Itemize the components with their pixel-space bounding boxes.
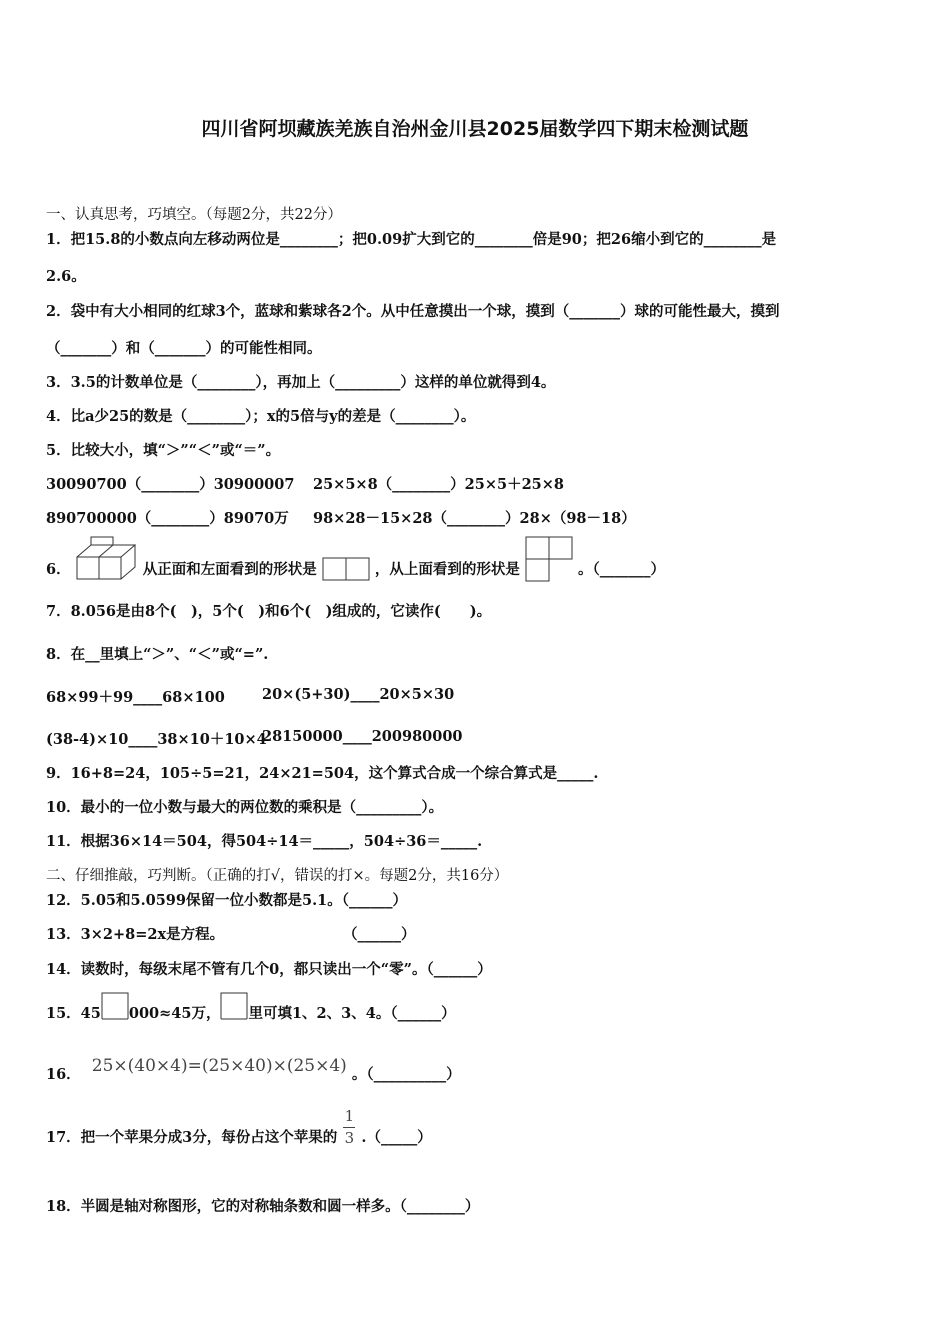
question-13: 13．3×2+8=2x是方程。 — [46, 926, 225, 943]
question-2: 2．袋中有大小相同的红球3个，蓝球和紫球各2个。从中任意摸出一个球，摸到（_______）球的可能性最大，摸到 — [46, 303, 780, 320]
fraction-bar — [343, 1127, 355, 1128]
question-15-text-2: 000≈45万， — [128, 1005, 221, 1022]
top-view-shape-icon — [525, 536, 573, 582]
question-13-answer: （______） — [343, 926, 416, 943]
question-8-row2-right: 28150000____200980000 — [262, 728, 463, 745]
question-8-row2-left: (38-4)×10____38×10＋10×4 — [46, 731, 267, 748]
section-2-heading: 二、仔细推敲，巧判断。（正确的打√，错误的打×。每题2分，共16分） — [46, 868, 509, 884]
question-3: 3．3.5的计数单位是（________），再加上（_________）这样的单位就得到4。 — [46, 374, 556, 391]
fraction-numerator: 1 — [344, 1107, 355, 1125]
question-5-row1-left: 30090700（________）30900007 — [46, 476, 295, 493]
front-view-shape-icon — [322, 557, 370, 581]
question-4: 4．比a少25的数是（________）；x的5倍与y的差是（________）。 — [46, 408, 476, 425]
question-15-text-1: 15．45 — [46, 1005, 101, 1022]
cube-figure-icon — [76, 536, 138, 582]
question-17 — [46, 1108, 432, 1147]
question-9: 9．16+8=24，105÷5=21，24×21=504，这个算式合成一个综合算式是_____. — [46, 765, 599, 782]
question-11: 11．根据36×14＝504，得504÷14＝_____，504÷36＝_____. — [46, 833, 483, 850]
question-5-row2-left: 890700000（________）89070万 — [46, 510, 289, 527]
question-10: 10．最小的一位小数与最大的两位数的乘积是（_________）。 — [46, 799, 444, 816]
question-6-text-1: 从正面和左面看到的形状是 — [142, 560, 317, 578]
question-5: 5．比较大小，填“＞”“＜”或“＝”。 — [46, 442, 281, 459]
question-1-cont: 2.6。 — [46, 268, 86, 285]
question-5-row1-right: 25×5×8（________）25×5＋25×8 — [313, 476, 564, 493]
question-16-formula: 25×(40×4)=(25×40)×(25×4) — [91, 1055, 347, 1076]
question-6-number: 6． — [46, 560, 71, 578]
page-title: 四川省阿坝藏族羌族自治州金川县2025届数学四下期末检测试题 — [201, 118, 749, 140]
blank-box-icon — [101, 992, 129, 1020]
question-8-row1-left: 68×99＋99____68×100 — [46, 689, 225, 706]
section-1-heading: 一、认真思考，巧填空。（每题2分，共22分） — [46, 207, 342, 223]
question-6 — [46, 536, 665, 584]
fraction-denominator: 3 — [344, 1129, 355, 1147]
question-1: 1．把15.8的小数点向左移动两位是________；把0.09扩大到它的________倍是90；把26缩小到它的________是 — [46, 231, 777, 248]
question-17-tail: .（_____） — [361, 1129, 432, 1146]
question-6-text-3: 。（_______） — [577, 560, 665, 578]
question-17-text: 17．把一个苹果分成3分，每份占这个苹果的 — [46, 1129, 338, 1146]
question-8: 8．在__里填上“＞”、“＜”或“=”. — [46, 646, 269, 663]
question-16-number: 16． — [46, 1066, 81, 1083]
question-6-text-2: ，从上面看到的形状是 — [374, 560, 520, 578]
question-18: 18．半圆是轴对称图形，它的对称轴条数和圆一样多。（________） — [46, 1198, 480, 1215]
question-7: 7．8.056是由8个( )，5个( )和6个( )组成的，它读作( )。 — [46, 603, 492, 620]
question-12: 12．5.05和5.0599保留一位小数都是5.1。（______） — [46, 892, 407, 909]
blank-box-icon — [220, 992, 248, 1020]
question-15-text-3: 里可填1、2、3、4。（______） — [248, 1005, 456, 1022]
question-8-row1-right: 20×(5+30)____20×5×30 — [262, 686, 455, 703]
fraction-one-third — [342, 1109, 356, 1146]
question-5-row2-right: 98×28－15×28（________）28×（98－18） — [313, 510, 636, 527]
question-16-tail: 。（__________） — [351, 1066, 461, 1083]
question-2-cont: （_______）和（_______）的可能性相同。 — [46, 340, 322, 357]
question-15 — [46, 988, 456, 1024]
question-16 — [46, 1047, 461, 1084]
question-14: 14．读数时，每级末尾不管有几个0，都只读出一个“零”。（______） — [46, 961, 492, 978]
